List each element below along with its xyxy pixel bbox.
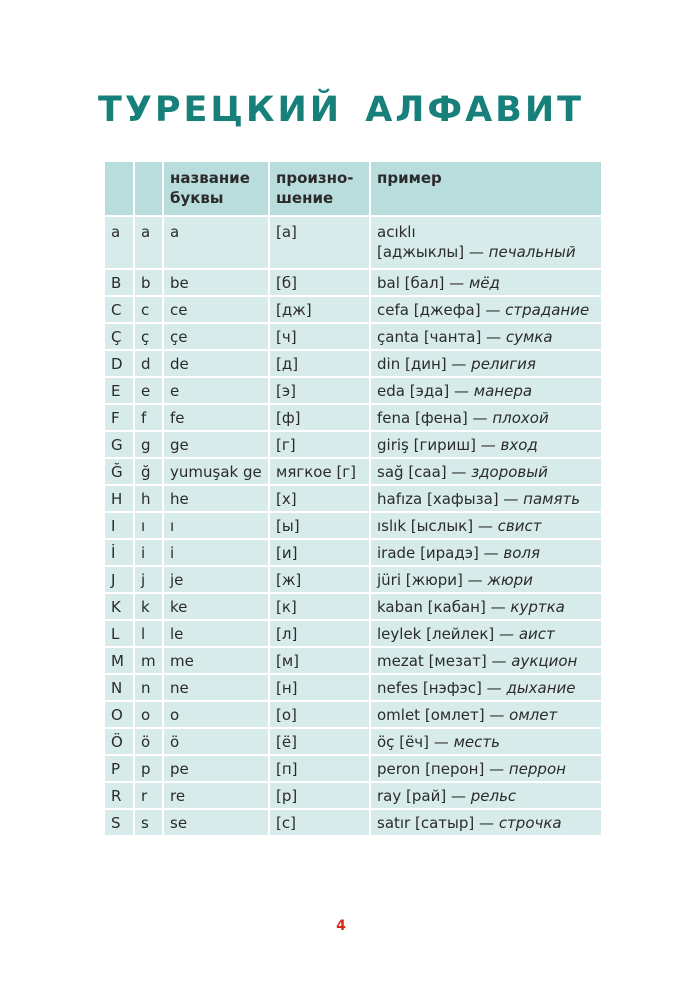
cell-lowercase: r (134, 782, 163, 809)
cell-uppercase: Ğ (104, 458, 134, 485)
alphabet-table (103, 160, 603, 837)
cell-lowercase: l (134, 620, 163, 647)
cell-lowercase: g (134, 431, 163, 458)
table-row (104, 512, 602, 539)
table-row (104, 593, 602, 620)
example-translation: куртка (510, 597, 565, 616)
cell-example (370, 512, 602, 539)
example-translation: аукцион (511, 651, 578, 670)
example-word: ıslık (377, 516, 407, 535)
cell-lowercase: j (134, 566, 163, 593)
example-transcription: [хафыза] — (427, 489, 519, 508)
cell-pronunciation: [ы] (269, 512, 370, 539)
cell-letter-name: ö (163, 728, 269, 755)
header-example: пример (370, 161, 602, 216)
table-row (104, 296, 602, 323)
example-translation: страдание (505, 300, 590, 319)
example-word: omlet (377, 705, 421, 724)
example-word: bal (377, 273, 400, 292)
cell-uppercase: E (104, 377, 134, 404)
cell-example (370, 377, 602, 404)
cell-uppercase: Ç (104, 323, 134, 350)
cell-example (370, 404, 602, 431)
example-transcription: [лейлек] — (426, 624, 515, 643)
cell-lowercase: ğ (134, 458, 163, 485)
cell-pronunciation: [и] (269, 539, 370, 566)
cell-pronunciation: [дж] (269, 296, 370, 323)
table-body (104, 216, 602, 836)
table-row (104, 323, 602, 350)
cell-uppercase: K (104, 593, 134, 620)
example-word: din (377, 354, 401, 373)
cell-uppercase: R (104, 782, 134, 809)
cell-example (370, 593, 602, 620)
example-transcription: [эда] — (409, 381, 470, 400)
cell-example (370, 458, 602, 485)
example-transcription: [омлет] — (424, 705, 505, 724)
cell-lowercase: f (134, 404, 163, 431)
cell-lowercase: c (134, 296, 163, 323)
example-transcription: [ирадэ] — (420, 543, 499, 562)
example-word: hafıza (377, 489, 423, 508)
cell-letter-name: le (163, 620, 269, 647)
header-lower (134, 161, 163, 216)
cell-pronunciation: [э] (269, 377, 370, 404)
table-row (104, 566, 602, 593)
cell-letter-name: ge (163, 431, 269, 458)
cell-letter-name: e (163, 377, 269, 404)
example-translation: вход (500, 435, 538, 454)
example-translation: свист (497, 516, 542, 535)
cell-letter-name: be (163, 269, 269, 296)
table-row (104, 269, 602, 296)
example-transcription: [ыслык] — (410, 516, 493, 535)
cell-lowercase: ç (134, 323, 163, 350)
table-row (104, 485, 602, 512)
table-row (104, 539, 602, 566)
cell-example (370, 647, 602, 674)
example-translation: строчка (498, 813, 562, 832)
cell-lowercase: o (134, 701, 163, 728)
cell-example (370, 809, 602, 836)
example-translation: манера (473, 381, 533, 400)
cell-letter-name: me (163, 647, 269, 674)
example-transcription: [чанта] — (423, 327, 502, 346)
example-word: peron (377, 759, 421, 778)
cell-letter-name: a (163, 216, 269, 269)
example-word: leylek (377, 624, 422, 643)
header-letter-name: название буквы (163, 161, 269, 216)
cell-example (370, 296, 602, 323)
cell-letter-name: ce (163, 296, 269, 323)
cell-example (370, 620, 602, 647)
cell-lowercase: ı (134, 512, 163, 539)
example-translation: перрон (508, 759, 566, 778)
header-upper (104, 161, 134, 216)
cell-letter-name: je (163, 566, 269, 593)
example-transcription: [ёч] — (399, 732, 449, 751)
example-translation: здоровый (471, 462, 548, 481)
cell-letter-name: de (163, 350, 269, 377)
cell-uppercase: O (104, 701, 134, 728)
cell-pronunciation: [д] (269, 350, 370, 377)
example-translation: аист (518, 624, 555, 643)
cell-letter-name: ı (163, 512, 269, 539)
example-transcription: [джефа] — (413, 300, 501, 319)
cell-letter-name: fe (163, 404, 269, 431)
cell-uppercase: G (104, 431, 134, 458)
cell-letter-name: yumuşak ge (163, 458, 269, 485)
cell-lowercase: e (134, 377, 163, 404)
example-translation: мёд (468, 273, 500, 292)
cell-lowercase: ö (134, 728, 163, 755)
cell-pronunciation: [ч] (269, 323, 370, 350)
page-number: 4 (336, 918, 346, 934)
example-transcription: [кабан] — (427, 597, 506, 616)
cell-example (370, 216, 602, 269)
example-translation: омлет (509, 705, 558, 724)
cell-pronunciation: [г] (269, 431, 370, 458)
example-transcription: [саа] — (408, 462, 467, 481)
cell-example (370, 755, 602, 782)
table-row (104, 404, 602, 431)
example-transcription: [жюри] — (405, 570, 483, 589)
example-word: giriş (377, 435, 409, 454)
cell-uppercase: I (104, 512, 134, 539)
cell-lowercase: b (134, 269, 163, 296)
cell-uppercase: F (104, 404, 134, 431)
cell-uppercase: İ (104, 539, 134, 566)
example-word: irade (377, 543, 416, 562)
table-row (104, 458, 602, 485)
example-transcription: [мезат] — (428, 651, 507, 670)
example-translation: печальный (488, 243, 576, 261)
cell-example (370, 485, 602, 512)
table-row (104, 809, 602, 836)
cell-example (370, 728, 602, 755)
cell-uppercase: P (104, 755, 134, 782)
example-transcription: [фена] — (415, 408, 488, 427)
example-word: kaban (377, 597, 423, 616)
cell-pronunciation: [п] (269, 755, 370, 782)
example-transcription: [перон] — (425, 759, 505, 778)
example-translation: плохой (492, 408, 549, 427)
cell-letter-name: i (163, 539, 269, 566)
header-pronunciation: произно-шение (269, 161, 370, 216)
cell-example (370, 782, 602, 809)
cell-lowercase: m (134, 647, 163, 674)
example-word: satır (377, 813, 411, 832)
example-transcription: [гириш] — (413, 435, 496, 454)
example-transcription: [бал] — (404, 273, 465, 292)
cell-example (370, 323, 602, 350)
cell-pronunciation: [ж] (269, 566, 370, 593)
cell-pronunciation: [ё] (269, 728, 370, 755)
table-row (104, 674, 602, 701)
cell-uppercase: B (104, 269, 134, 296)
cell-uppercase: L (104, 620, 134, 647)
cell-uppercase: C (104, 296, 134, 323)
cell-example (370, 269, 602, 296)
cell-pronunciation: [к] (269, 593, 370, 620)
cell-example (370, 674, 602, 701)
cell-lowercase: s (134, 809, 163, 836)
example-word: nefes (377, 678, 419, 697)
cell-pronunciation: [н] (269, 674, 370, 701)
example-translation: рельс (470, 786, 517, 805)
table-row (104, 216, 602, 269)
cell-letter-name: ke (163, 593, 269, 620)
cell-letter-name: re (163, 782, 269, 809)
cell-pronunciation: [о] (269, 701, 370, 728)
header-row (104, 161, 602, 216)
cell-letter-name: o (163, 701, 269, 728)
cell-letter-name: pe (163, 755, 269, 782)
cell-example (370, 566, 602, 593)
example-word: mezat (377, 651, 424, 670)
table-row (104, 647, 602, 674)
cell-uppercase: J (104, 566, 134, 593)
page-title: ТУРЕЦКИЙ АЛФАВИТ (97, 90, 585, 130)
example-word: çanta (377, 327, 420, 346)
cell-uppercase: S (104, 809, 134, 836)
example-translation: сумка (505, 327, 553, 346)
cell-pronunciation: [х] (269, 485, 370, 512)
cell-lowercase: d (134, 350, 163, 377)
cell-letter-name: çe (163, 323, 269, 350)
cell-letter-name: ne (163, 674, 269, 701)
cell-example (370, 701, 602, 728)
example-word: acıklı (377, 223, 416, 241)
example-translation: месть (453, 732, 500, 751)
table-row (104, 782, 602, 809)
cell-pronunciation: [л] (269, 620, 370, 647)
example-translation: воля (503, 543, 541, 562)
example-word: sağ (377, 462, 404, 481)
cell-lowercase: n (134, 674, 163, 701)
example-transcription: [нэфэс] — (422, 678, 502, 697)
example-word: cefa (377, 300, 409, 319)
example-word: fena (377, 408, 411, 427)
cell-lowercase: h (134, 485, 163, 512)
cell-uppercase: Ö (104, 728, 134, 755)
cell-uppercase: a (104, 216, 134, 269)
example-translation: религия (471, 354, 536, 373)
example-word: eda (377, 381, 405, 400)
example-word: ray (377, 786, 402, 805)
table-row (104, 728, 602, 755)
cell-lowercase: i (134, 539, 163, 566)
cell-uppercase: D (104, 350, 134, 377)
example-word: jüri (377, 570, 402, 589)
table-row (104, 350, 602, 377)
example-translation: дыхание (506, 678, 576, 697)
cell-uppercase: N (104, 674, 134, 701)
example-translation: память (523, 489, 581, 508)
cell-letter-name: he (163, 485, 269, 512)
table-row (104, 431, 602, 458)
example-transcription: [сатыр] — (415, 813, 495, 832)
cell-lowercase: p (134, 755, 163, 782)
cell-lowercase: a (134, 216, 163, 269)
example-transcription: [аджыклы] — (377, 243, 484, 261)
cell-pronunciation: [м] (269, 647, 370, 674)
cell-letter-name: se (163, 809, 269, 836)
table-row (104, 377, 602, 404)
example-word: öç (377, 732, 395, 751)
cell-uppercase: M (104, 647, 134, 674)
cell-pronunciation: мягкое [г] (269, 458, 370, 485)
cell-pronunciation: [а] (269, 216, 370, 269)
cell-uppercase: H (104, 485, 134, 512)
cell-pronunciation: [б] (269, 269, 370, 296)
cell-example (370, 350, 602, 377)
example-translation: жюри (487, 570, 533, 589)
table-row (104, 701, 602, 728)
example-transcription: [рай] — (406, 786, 466, 805)
table-row (104, 620, 602, 647)
cell-pronunciation: [с] (269, 809, 370, 836)
table-row (104, 755, 602, 782)
example-transcription: [дин] — (404, 354, 467, 373)
cell-pronunciation: [р] (269, 782, 370, 809)
cell-pronunciation: [ф] (269, 404, 370, 431)
cell-lowercase: k (134, 593, 163, 620)
cell-example (370, 539, 602, 566)
cell-example (370, 431, 602, 458)
